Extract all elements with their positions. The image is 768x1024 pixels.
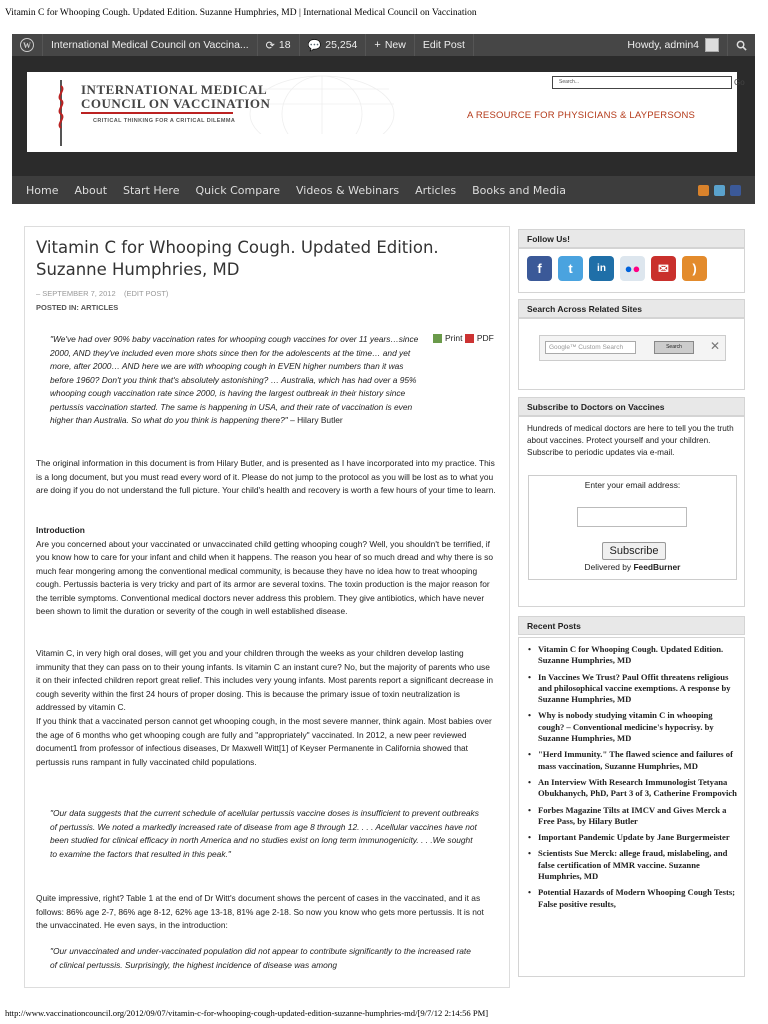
new-label: New	[384, 39, 406, 51]
site-name-link[interactable]	[43, 34, 258, 56]
article-container	[24, 226, 510, 988]
nav-item-quick-compare[interactable]: Quick Compare	[195, 183, 280, 197]
subscribe-description: Hundreds of medical doctors are here to tell you the truth about vaccines. Protect yourself and your children. Subscribe to periodic updates via e-mail.	[527, 424, 734, 457]
print-pdf-links	[433, 333, 494, 343]
paragraph-vitamin-c: Vitamin C, in very high oral doses, will get you and your children through the weeks as your children develop lasting immunity that they can pass on to their young infants. Is vitamin C an instant cure? No, but the majority of parents who use it on their infected children report great relief. This includes very young infants. Most parents report a significant decrease in cough severity within the first 24 hours of proper dosing. This is because the primary issue of toxin neutralization is addressed by vitamin C.	[36, 648, 493, 712]
print-header: Vitamin C for Whooping Cough. Updated Edition. Suzanne Humphries, MD | International Medical Council on Vaccination	[5, 8, 477, 18]
recent-post-link[interactable]: • An Interview With Research Immunologist Tetyana Obukhanych, PhD, Part 3 of 3, Catherine Frompovich	[527, 777, 737, 800]
linkedin-icon[interactable]: in	[589, 256, 614, 281]
posted-in: POSTED IN: ARTICLES	[36, 303, 119, 312]
quote1-attribution: – Hilary Butler	[287, 415, 343, 425]
howdy-label: Howdy, admin4	[627, 39, 699, 51]
paragraph-original-info: The original information in this document is from Hilary Butler, and is presented as I have incorporated into my practice. This is a long document, but you must read every word of it. Please do not jump to the protocol as you will be lost as to what you are doing if you do not understand the full picture. Your child's health and recovery is worth a few hours of your time to learn.	[36, 458, 496, 495]
edit-post-link-inline[interactable]: (EDIT POST)	[123, 289, 169, 298]
recent-post-link[interactable]: • Why is nobody studying vitamin C in whooping cough? – Conventional medicine's hypocrisy. by Suzanne Humphries, MD	[527, 710, 737, 744]
witt-quote: "Our data suggests that the current schedule of acellular pertussis vaccine doses is insufficient to prevent outbreaks of pertussis. We noted a markedly increased rate of disease from age 8 through 12. . . . Acellular vaccines have not been studied for clinical efficacy in north America and no studies exist on long term immunogenicity. . . .We sought to examine the factors that resulted in this peak."	[50, 808, 479, 859]
new-content-link[interactable]	[366, 34, 414, 56]
paragraph-table1: Quite impressive, right? Table 1 at the end of Dr Witt's document shows the percent of cases in the vaccinated, and it as follows: 86% age 2-7, 86% age 8-12, 62% age 13-18, 81% age 2-18. So now you know who gets more pertussis. It is not the unvaccinated. He even says, in the introduction:	[36, 893, 484, 930]
subscribe-widget	[518, 416, 745, 607]
logo-tagline: CRITICAL THINKING FOR A CRITICAL DILEMMA	[93, 118, 236, 124]
plus-icon: +	[374, 39, 381, 51]
paragraph-vaccinated: If you think that a vaccinated person cannot get whooping cough, in the most severe manner, think again. Most babies over the age of 6 months who get whooping cough are fully and "appropriately" vaccinated. In 2012, a new peer reviewed document1 from professor of infectious diseases, Dr Maxwell Witt[1] of Keyser Permanente in California showed that pertussis runs rampant in fully vaccinated child populations.	[36, 716, 492, 767]
edit-post-label: Edit Post	[422, 39, 465, 51]
follow-us-widget	[518, 248, 745, 293]
feedburner-link[interactable]: FeedBurner	[633, 562, 681, 572]
updates-icon: ⟳	[265, 39, 275, 52]
twitter-icon[interactable]	[714, 185, 725, 196]
comments-count: 25,254	[325, 39, 358, 51]
print-footer-url: http://www.vaccinationcouncil.org/2012/09/07/vitamin-c-for-whooping-cough-updated-edition-suzanne-humphries-md/[9/7/12 2:14:56 PM]	[5, 1008, 489, 1018]
paragraph-introduction: Are you concerned about your vaccinated or unvaccinated child getting whooping cough? Well, you shouldn't be terrified, if you know how to care for your infant and child when it happens. The reason you hear of so much dread and why there is so much fear mongering among the conventional medical community, is because they have no idea how to treat whooping cough. Pertussis bacteria is very tricky and part of its armor are several toxins. The toxin production is the major reason for the terrible symptoms. Conventional medical doctors never address this problem. They give antibiotics, which have never been shown to limit the duration or severity of the cough in well established disease.	[36, 538, 494, 616]
introduction-heading: Introduction	[36, 525, 85, 535]
wordpress-menu[interactable]	[12, 34, 43, 56]
caduceus-logo-icon	[57, 80, 65, 146]
admin-search-button[interactable]	[728, 34, 755, 56]
rss-icon[interactable]: )	[682, 256, 707, 281]
admin-bar	[12, 34, 755, 56]
edit-post-link[interactable]	[415, 34, 474, 56]
delivered-by-prefix: Delivered by	[584, 562, 634, 572]
recent-post-link[interactable]: • Important Pandemic Update by Jane Burgermeister	[527, 832, 737, 843]
recent-post-link[interactable]: • In Vaccines We Trust? Paul Offit threatens religious and philosophical vaccine exemptions. A response by Suzanne Humphries, MD	[527, 672, 737, 706]
print-link[interactable]: Print	[445, 333, 463, 343]
email-field[interactable]	[577, 507, 687, 527]
updates-count: 18	[278, 39, 291, 51]
account-menu[interactable]	[619, 34, 728, 56]
nav-item-articles[interactable]: Articles	[415, 183, 457, 197]
email-icon[interactable]: ✉	[651, 256, 676, 281]
banner	[27, 72, 745, 152]
related-search-widget	[518, 318, 745, 390]
facebook-icon[interactable]: f	[527, 256, 552, 281]
comment-icon: 💬	[307, 39, 322, 52]
twitter-icon[interactable]: t	[558, 256, 583, 281]
site-name-label: International Medical Council on Vaccina...	[51, 39, 249, 51]
wordpress-icon: W	[20, 38, 34, 52]
quote1-text: "We've had over 90% baby vaccination rates for whooping cough vaccines for over 11 years…since 2000, AND they've included even more shots since then for the adolescents at the time… and yet more, after 2000… AND here we are with whooping cough in EVEN higher numbers than it was before 1960? Don't you think that's absolutely astonishing? … Australia, which has had over a 95% whooping cough vaccination rate since 2000, is having the largest outbreak in their history since pertussis vaccination started. The same is happening in USA, and their rate of vaccination is even higher than Australia. So what do you think is happening there?"	[50, 334, 419, 425]
recent-post-link[interactable]: • Potential Hazards of Modern Whooping Cough Tests; False positive results,	[527, 887, 737, 910]
unvaccinated-quote: "Our unvaccinated and under-vaccinated population did not appear to contribute significantly to the increased rate of clinical pertussis. Surprisingly, the highest incidence of disease was among	[50, 946, 471, 970]
email-label: Enter your email address:	[584, 480, 681, 490]
logo-title-line1: INTERNATIONAL MEDICAL	[81, 82, 268, 97]
clear-search-icon[interactable]: ✕	[710, 339, 721, 353]
rss-icon[interactable]	[698, 185, 709, 196]
subscribe-form	[528, 475, 737, 580]
recent-posts-list	[527, 644, 737, 915]
site-header	[12, 56, 755, 176]
google-custom-search	[539, 335, 726, 361]
pdf-link[interactable]: PDF	[476, 333, 494, 343]
search-icon	[736, 40, 747, 51]
recent-post-link[interactable]: • "Herd Immunity." The flawed science and failures of mass vaccination, Suzanne Humphries, MD	[527, 749, 737, 772]
logo-divider	[81, 112, 233, 114]
header-search-input[interactable]: Search...	[552, 76, 732, 89]
nav-item-home[interactable]: Home	[26, 183, 59, 197]
recent-post-link[interactable]: • Forbes Magazine Tilts at IMCV and Gives Merck a Free Pass, by Hilary Butler	[527, 805, 737, 828]
google-search-input[interactable]: Google™ Custom Search	[545, 341, 636, 354]
logo-title-line2: COUNCIL ON VACCINATION	[81, 96, 271, 111]
article-title: Vitamin C for Whooping Cough. Updated Edition. Suzanne Humphries, MD	[36, 238, 439, 279]
nav-item-videos-webinars[interactable]: Videos & Webinars	[295, 183, 400, 197]
facebook-icon[interactable]	[730, 185, 741, 196]
google-search-button[interactable]: Search	[654, 341, 694, 354]
introduction-section	[36, 524, 496, 619]
comments-link[interactable]	[300, 34, 367, 56]
avatar	[705, 38, 719, 52]
opening-quote	[50, 333, 422, 428]
recent-post-link[interactable]: • Vitamin C for Whooping Cough. Updated Edition. Suzanne Humphries, MD	[527, 644, 737, 667]
recent-post-link[interactable]: • Scientists Sue Merck: allege fraud, mislabeling, and false certification of MMR vaccine. Suzanne Humphries, MD	[527, 848, 737, 882]
print-icon	[433, 334, 442, 343]
related-search-title: Search Across Related Sites	[518, 299, 745, 318]
nav-item-start-here[interactable]: Start Here	[123, 183, 180, 197]
main-nav	[12, 176, 755, 204]
subscribe-button[interactable]: Subscribe	[602, 542, 666, 560]
nav-item-books-media[interactable]: Books and Media	[472, 183, 566, 197]
recent-posts-widget	[518, 637, 745, 977]
pdf-icon	[465, 334, 474, 343]
delivered-by	[529, 562, 736, 572]
recent-posts-title: Recent Posts	[518, 616, 745, 635]
header-search-button[interactable]: Go	[734, 78, 745, 87]
follow-us-title: Follow Us!	[518, 229, 745, 248]
updates-link[interactable]	[258, 34, 300, 56]
flickr-icon[interactable]: ● ●	[620, 256, 645, 281]
resource-tagline: A RESOURCE FOR PHYSICIANS & LAYPERSONS	[467, 110, 696, 121]
article-date-line	[36, 289, 168, 298]
subscribe-title: Subscribe to Doctors on Vaccines	[518, 397, 745, 416]
nav-item-about[interactable]: About	[74, 183, 108, 197]
article-date: – SEPTEMBER 7, 2012	[36, 289, 116, 298]
